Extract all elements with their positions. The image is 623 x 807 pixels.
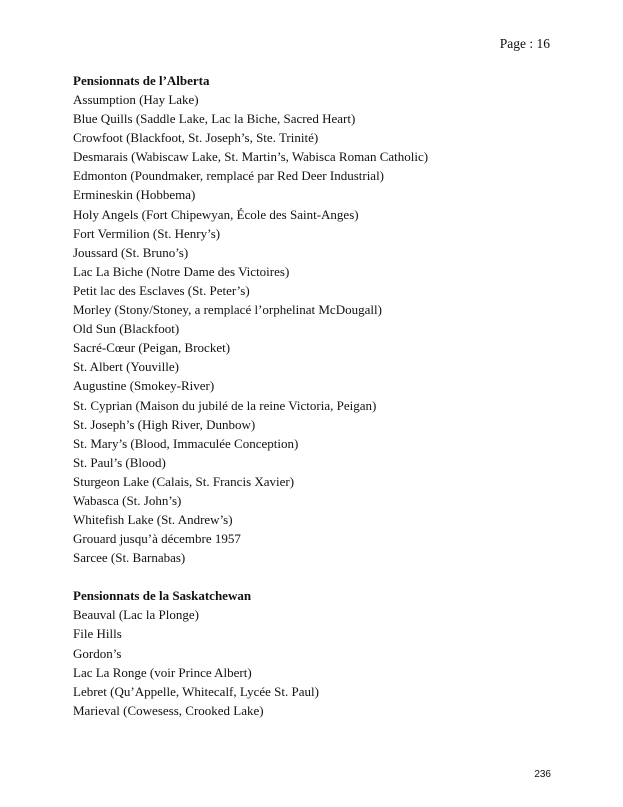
list-item: Morley (Stony/Stoney, a remplacé l’orphelinat McDougall)	[73, 302, 382, 318]
list-item: Gordon’s	[73, 645, 122, 661]
list-item: Ermineskin (Hobbema)	[73, 187, 196, 203]
list-item: St. Joseph’s (High River, Dunbow)	[73, 416, 256, 432]
list-item: Edmonton (Poundmaker, remplacé par Red Deer Industrial)	[73, 168, 385, 184]
saskatchewan-school-list	[73, 605, 573, 720]
list-item: Sarcee (St. Barnabas)	[73, 550, 186, 566]
list-item: Grouard jusqu’à décembre 1957	[73, 531, 241, 547]
section-alberta	[73, 71, 573, 567]
section-saskatchewan	[73, 586, 573, 720]
document-content	[73, 71, 573, 720]
list-item: Lac La Biche (Notre Dame des Victoires)	[73, 263, 290, 279]
section-title-alberta: Pensionnats de l’Alberta	[73, 73, 210, 88]
list-item: Sturgeon Lake (Calais, St. Francis Xavier)	[73, 473, 295, 489]
list-item: Marieval (Cowesess, Crooked Lake)	[73, 702, 264, 718]
list-item: Lac La Ronge (voir Prince Albert)	[73, 664, 252, 680]
list-item: Petit lac des Esclaves (St. Peter’s)	[73, 282, 250, 298]
list-item: Desmarais (Wabiscaw Lake, St. Martin’s, Wabisca Roman Catholic)	[73, 149, 429, 165]
list-item: Beauval (Lac la Plonge)	[73, 607, 199, 623]
list-item: St. Mary’s (Blood, Immaculée Conception)	[73, 435, 299, 451]
list-item: Assumption (Hay Lake)	[73, 92, 199, 107]
list-item: Blue Quills (Saddle Lake, Lac la Biche, Sacred Heart)	[73, 111, 356, 127]
list-item: Holy Angels (Fort Chipewyan, École des Saint-Anges)	[73, 206, 359, 222]
list-item: Augustine (Smokey-River)	[73, 378, 215, 394]
list-item: File Hills	[73, 626, 122, 642]
alberta-school-list	[73, 90, 573, 567]
list-item: Crowfoot (Blackfoot, St. Joseph’s, Ste. Trinité)	[73, 130, 319, 146]
list-item: Wabasca (St. John’s)	[73, 492, 182, 508]
list-item: Whitefish Lake (St. Andrew’s)	[73, 512, 233, 528]
list-item: Fort Vermilion (St. Henry’s)	[73, 225, 221, 241]
list-item: St. Paul’s (Blood)	[73, 454, 166, 470]
page-number: 236	[534, 769, 551, 780]
list-item: St. Cyprian (Maison du jubilé de la reine Victoria, Peigan)	[73, 397, 377, 413]
list-item: Old Sun (Blackfoot)	[73, 321, 180, 337]
list-item: Lebret (Qu’Appelle, Whitecalf, Lycée St. Paul)	[73, 683, 319, 699]
list-item: Joussard (St. Bruno’s)	[73, 244, 189, 260]
page-header-label: Page : 16	[499, 36, 550, 51]
list-item: Sacré-Cœur (Peigan, Brocket)	[73, 340, 231, 356]
section-title-saskatchewan: Pensionnats de la Saskatchewan	[73, 588, 252, 604]
list-item: St. Albert (Youville)	[73, 359, 179, 375]
